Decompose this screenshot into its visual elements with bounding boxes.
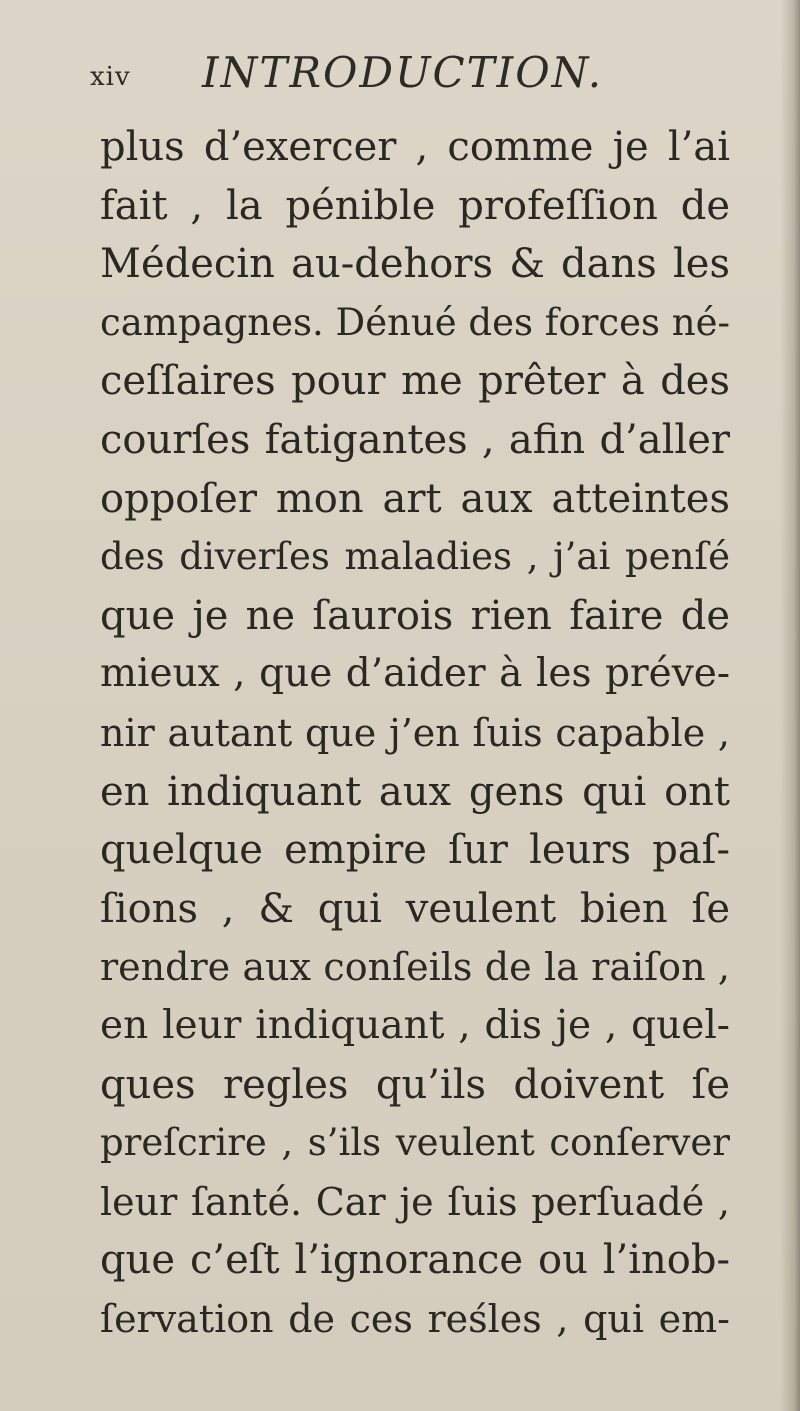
running-title: INTRODUCTION. [202,48,604,97]
text-line: quelque empire ſur leurs paſ- [100,827,730,874]
text-line: ſions , & qui veulent bien ſe [100,885,730,932]
text-line: ſervation de ces reśles , qui em- [100,1296,730,1341]
page-number: xiv [90,62,131,92]
text-line: fait , la pénible profeſſion de [100,182,730,229]
text-line: oppoſer mon art aux atteintes [100,475,730,522]
body-text [100,118,730,1348]
text-line: campagnes. Dénué des forces né- [100,300,730,344]
text-line: leur ſanté. Car je ſuis perſuadé , [100,1179,730,1224]
text-line: des diverſes maladies , j’ai penſé [100,535,730,579]
text-line: mieux , que d’aider à les préve- [100,651,730,697]
text-line: en leur indiquant , dis je , quel- [100,1002,730,1048]
text-line: rendre aux conſeils de la raiſon , [100,945,730,990]
text-line: que c’eſt l’ignorance ou l’inob- [100,1237,730,1284]
text-line: que je ne ſaurois rien faire de [100,592,730,639]
text-line: Médecin au-dehors & dans les [100,241,730,288]
text-line: courſes fatigantes , afin d’aller [100,416,730,463]
text-line: preſcrire , s’ils veulent conſerver [100,1121,730,1165]
text-line: ceſſaires pour me prêter à des [100,358,730,405]
page-header [90,44,710,104]
text-line: en indiquant aux gens qui ont [100,768,730,815]
text-line: plus d’exercer , comme je l’ai [100,124,730,170]
text-line: nir autant que j’en ſuis capable , [100,710,730,755]
page-edge-shadow [780,0,800,1411]
text-line: ques regles qu’ils doivent ſe [100,1061,730,1108]
